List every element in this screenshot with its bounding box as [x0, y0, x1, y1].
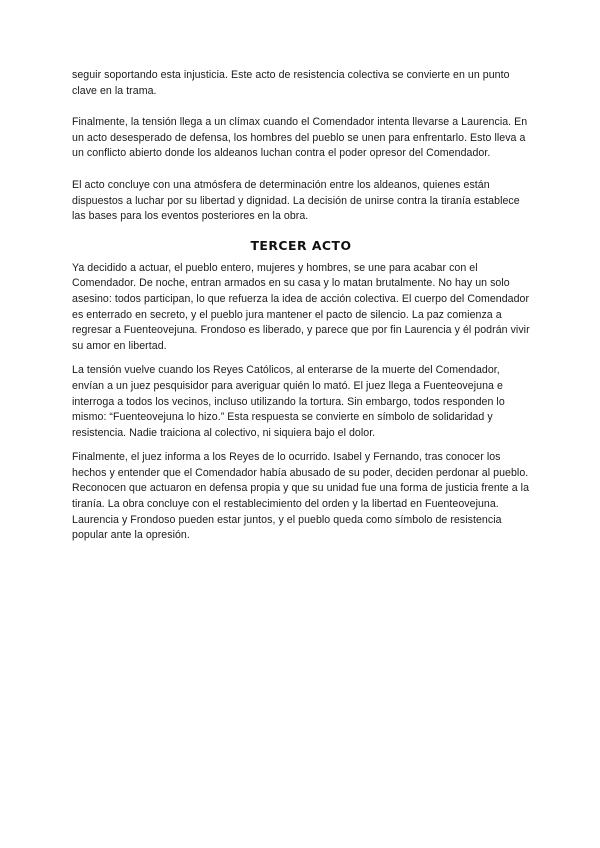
paragraph: Finalmente, el juez informa a los Reyes de lo ocurrido. Isabel y Fernando, tras conocer los hechos y entender que el Comendador había abusado de su poder, deciden perdonar al pueblo. Reconocen que actuaron en defensa propia y que su unidad fue una forma de justicia frente a la tiranía. La obra concluye con el restablecimiento del orden y la libertad en Fuenteovejuna. Laurencia y Frondoso pueden estar juntos, y el pueblo queda como símbolo de resistencia popular ante la opresión. [72, 451, 530, 542]
paragraph: Ya decidido a actuar, el pueblo entero, mujeres y hombres, se une para acabar con el Comendador. De noche, entran armados en su casa y lo matan brutalmente. No hay un solo asesino: todos participan, lo que refuerza la idea de acción colectiva. El cuerpo del Comendador es enterrado en secreto, y el pueblo jura mantener el pacto de silencio. La paz comienza a regresar a Fuenteovejuna. Frondoso es liberado, y parece que por fin Laurencia y él podrán vivir su amor en libertad. [72, 261, 530, 352]
paragraph: Finalmente, la tensión llega a un clímax cuando el Comendador intenta llevarse a Laurencia. En un acto desesperado de defensa, los hombres del pueblo se unen para enfrentarlo. Esto lleva a un conflicto abierto donde los aldeanos luchan contra el poder opresor del Comendador. [72, 116, 528, 160]
paragraph: seguir soportando esta injusticia. Este acto de resistencia colectiva se convierte en un punto clave en la trama. [72, 69, 510, 97]
document-body [72, 68, 530, 544]
paragraph: La tensión vuelve cuando los Reyes Católicos, al enterarse de la muerte del Comendador, envían a un juez pesquisidor para averiguar quién lo mató. El juez llega a Fuenteovejuna e interroga a todos los vecinos, incluso utilizando la tortura. Sin embargo, todos responden lo mismo: “Fuenteovejuna lo hizo.” Esta respuesta se convierte en símbolo de solidaridad y resistencia. Nadie traiciona al colectivo, ni siquiera bajo el dolor. [72, 364, 505, 439]
section-heading: TERCER ACTO [250, 237, 352, 253]
paragraph: El acto concluye con una atmósfera de determinación entre los aldeanos, quienes están dispuestos a luchar por su libertad y dignidad. La decisión de unirse contra la tiranía establece las bases para los eventos posteriores en la obra. [72, 178, 520, 223]
